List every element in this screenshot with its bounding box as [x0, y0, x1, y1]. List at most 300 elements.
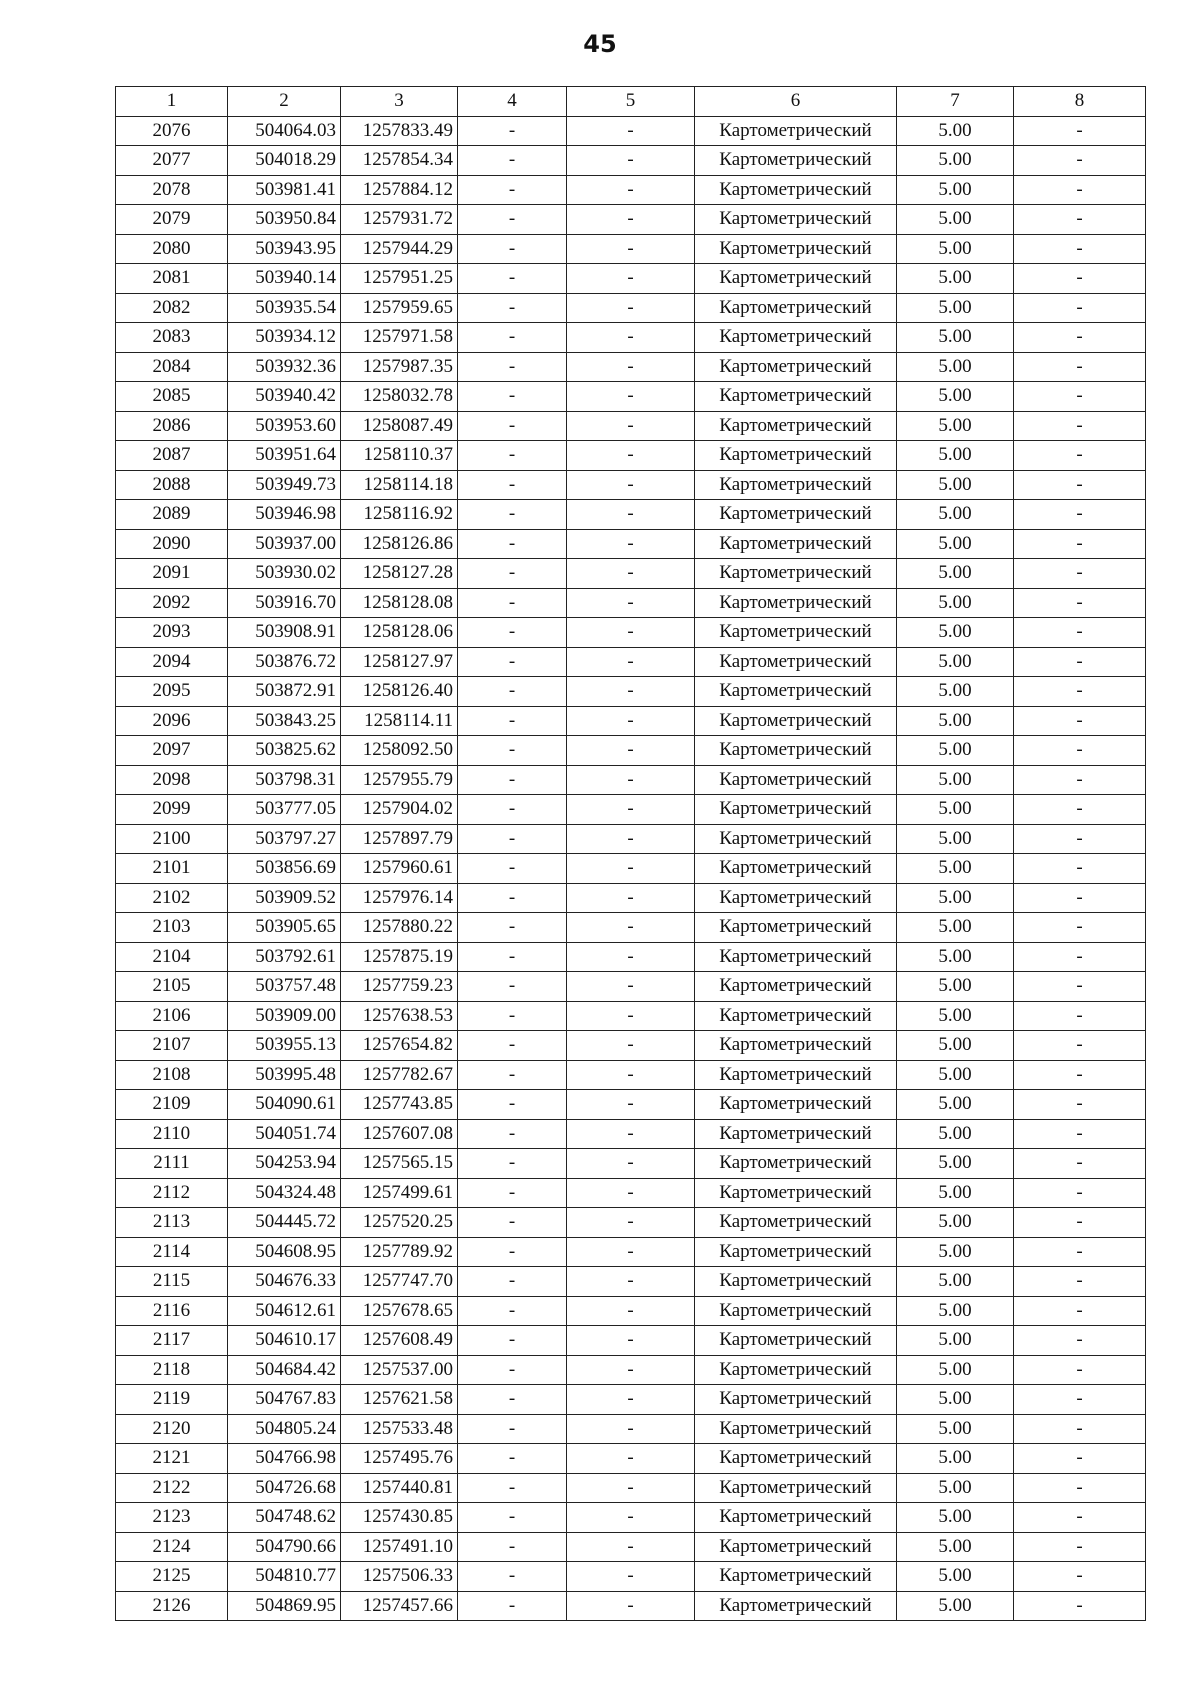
cell-col-5: -	[567, 942, 695, 972]
cell-accuracy: 5.00	[897, 1444, 1014, 1474]
cell-coord-x: 504610.17	[228, 1326, 341, 1356]
table-row	[116, 1149, 1146, 1179]
cell-coord-x: 504726.68	[228, 1473, 341, 1503]
table-row	[116, 1267, 1146, 1297]
cell-col-5: -	[567, 765, 695, 795]
cell-coord-y: 1257987.35	[341, 352, 458, 382]
cell-coord-y: 1257654.82	[341, 1031, 458, 1061]
cell-col-5: -	[567, 1414, 695, 1444]
cell-col-8: -	[1014, 175, 1146, 205]
cell-col-4: -	[458, 1237, 567, 1267]
cell-col-5: -	[567, 411, 695, 441]
cell-point-number: 2076	[116, 116, 228, 146]
cell-accuracy: 5.00	[897, 1119, 1014, 1149]
cell-method: Картометрический	[695, 1444, 897, 1474]
cell-accuracy: 5.00	[897, 205, 1014, 235]
cell-point-number: 2116	[116, 1296, 228, 1326]
cell-accuracy: 5.00	[897, 824, 1014, 854]
table-row	[116, 411, 1146, 441]
table-row	[116, 677, 1146, 707]
cell-point-number: 2118	[116, 1355, 228, 1385]
cell-coord-x: 504090.61	[228, 1090, 341, 1120]
table-row	[116, 323, 1146, 353]
cell-accuracy: 5.00	[897, 883, 1014, 913]
cell-col-4: -	[458, 854, 567, 884]
cell-col-8: -	[1014, 293, 1146, 323]
cell-accuracy: 5.00	[897, 972, 1014, 1002]
cell-col-8: -	[1014, 1149, 1146, 1179]
table-row	[116, 116, 1146, 146]
cell-col-8: -	[1014, 1296, 1146, 1326]
table-row	[116, 1001, 1146, 1031]
table-row	[116, 1208, 1146, 1238]
table-body	[116, 116, 1146, 1621]
cell-col-4: -	[458, 588, 567, 618]
cell-col-4: -	[458, 529, 567, 559]
table-row	[116, 1355, 1146, 1385]
column-header-7: 7	[897, 87, 1014, 117]
cell-coord-y: 1257897.79	[341, 824, 458, 854]
cell-coord-y: 1257565.15	[341, 1149, 458, 1179]
cell-accuracy: 5.00	[897, 559, 1014, 589]
cell-col-4: -	[458, 1532, 567, 1562]
cell-method: Картометрический	[695, 883, 897, 913]
cell-accuracy: 5.00	[897, 1296, 1014, 1326]
cell-col-8: -	[1014, 264, 1146, 294]
cell-col-5: -	[567, 1473, 695, 1503]
table-row	[116, 1503, 1146, 1533]
cell-coord-y: 1257854.34	[341, 146, 458, 176]
cell-col-8: -	[1014, 1326, 1146, 1356]
cell-method: Картометрический	[695, 175, 897, 205]
cell-point-number: 2111	[116, 1149, 228, 1179]
cell-coord-x: 503937.00	[228, 529, 341, 559]
cell-method: Картометрический	[695, 647, 897, 677]
cell-coord-x: 503872.91	[228, 677, 341, 707]
cell-col-5: -	[567, 588, 695, 618]
cell-coord-x: 503953.60	[228, 411, 341, 441]
cell-col-8: -	[1014, 559, 1146, 589]
cell-col-5: -	[567, 382, 695, 412]
cell-method: Картометрический	[695, 942, 897, 972]
cell-col-4: -	[458, 323, 567, 353]
cell-col-8: -	[1014, 1355, 1146, 1385]
cell-coord-y: 1257904.02	[341, 795, 458, 825]
cell-coord-y: 1257533.48	[341, 1414, 458, 1444]
cell-col-5: -	[567, 1208, 695, 1238]
cell-col-5: -	[567, 1031, 695, 1061]
cell-col-8: -	[1014, 352, 1146, 382]
cell-col-4: -	[458, 1090, 567, 1120]
cell-point-number: 2120	[116, 1414, 228, 1444]
cell-method: Картометрический	[695, 1591, 897, 1621]
cell-col-5: -	[567, 1237, 695, 1267]
cell-method: Картометрический	[695, 795, 897, 825]
cell-coord-y: 1257880.22	[341, 913, 458, 943]
cell-col-8: -	[1014, 411, 1146, 441]
cell-coord-x: 503792.61	[228, 942, 341, 972]
cell-coord-x: 503909.52	[228, 883, 341, 913]
cell-col-5: -	[567, 1178, 695, 1208]
cell-method: Картометрический	[695, 913, 897, 943]
cell-coord-y: 1257537.00	[341, 1355, 458, 1385]
table-row	[116, 913, 1146, 943]
cell-col-4: -	[458, 618, 567, 648]
cell-point-number: 2107	[116, 1031, 228, 1061]
cell-point-number: 2095	[116, 677, 228, 707]
cell-col-4: -	[458, 795, 567, 825]
cell-col-8: -	[1014, 1119, 1146, 1149]
table-row	[116, 1414, 1146, 1444]
cell-col-8: -	[1014, 1031, 1146, 1061]
cell-col-8: -	[1014, 146, 1146, 176]
cell-col-5: -	[567, 146, 695, 176]
cell-col-8: -	[1014, 323, 1146, 353]
table-row	[116, 1591, 1146, 1621]
cell-coord-y: 1257960.61	[341, 854, 458, 884]
cell-coord-y: 1257759.23	[341, 972, 458, 1002]
cell-col-5: -	[567, 972, 695, 1002]
cell-coord-y: 1258128.06	[341, 618, 458, 648]
cell-col-8: -	[1014, 234, 1146, 264]
cell-accuracy: 5.00	[897, 1385, 1014, 1415]
cell-col-4: -	[458, 1060, 567, 1090]
cell-col-8: -	[1014, 854, 1146, 884]
cell-col-8: -	[1014, 1532, 1146, 1562]
cell-coord-x: 503940.42	[228, 382, 341, 412]
table-row	[116, 1090, 1146, 1120]
table-row	[116, 1532, 1146, 1562]
cell-col-5: -	[567, 1267, 695, 1297]
table-row	[116, 1444, 1146, 1474]
cell-col-5: -	[567, 1591, 695, 1621]
cell-col-8: -	[1014, 1060, 1146, 1090]
cell-point-number: 2081	[116, 264, 228, 294]
cell-accuracy: 5.00	[897, 500, 1014, 530]
cell-col-5: -	[567, 854, 695, 884]
cell-coord-x: 503949.73	[228, 470, 341, 500]
cell-col-4: -	[458, 972, 567, 1002]
cell-method: Картометрический	[695, 1119, 897, 1149]
cell-col-4: -	[458, 1562, 567, 1592]
cell-coord-y: 1258127.28	[341, 559, 458, 589]
cell-col-5: -	[567, 824, 695, 854]
cell-method: Картометрический	[695, 146, 897, 176]
cell-point-number: 2084	[116, 352, 228, 382]
cell-accuracy: 5.00	[897, 854, 1014, 884]
cell-method: Картометрический	[695, 1385, 897, 1415]
cell-col-4: -	[458, 1385, 567, 1415]
cell-col-5: -	[567, 441, 695, 471]
cell-point-number: 2117	[116, 1326, 228, 1356]
cell-col-5: -	[567, 618, 695, 648]
cell-accuracy: 5.00	[897, 175, 1014, 205]
cell-col-4: -	[458, 293, 567, 323]
table-row	[116, 765, 1146, 795]
cell-coord-y: 1257506.33	[341, 1562, 458, 1592]
cell-col-4: -	[458, 116, 567, 146]
cell-col-8: -	[1014, 500, 1146, 530]
cell-col-8: -	[1014, 1385, 1146, 1415]
cell-col-8: -	[1014, 1473, 1146, 1503]
cell-coord-y: 1257743.85	[341, 1090, 458, 1120]
cell-col-5: -	[567, 1562, 695, 1592]
cell-method: Картометрический	[695, 824, 897, 854]
cell-coord-x: 504445.72	[228, 1208, 341, 1238]
column-header-6: 6	[695, 87, 897, 117]
cell-coord-y: 1258127.97	[341, 647, 458, 677]
cell-col-4: -	[458, 1208, 567, 1238]
cell-coord-x: 503905.65	[228, 913, 341, 943]
cell-coord-x: 503932.36	[228, 352, 341, 382]
cell-point-number: 2108	[116, 1060, 228, 1090]
cell-point-number: 2094	[116, 647, 228, 677]
cell-point-number: 2077	[116, 146, 228, 176]
cell-coord-x: 503777.05	[228, 795, 341, 825]
cell-accuracy: 5.00	[897, 1031, 1014, 1061]
cell-col-5: -	[567, 264, 695, 294]
cell-point-number: 2110	[116, 1119, 228, 1149]
cell-coord-y: 1258126.40	[341, 677, 458, 707]
cell-coord-y: 1257495.76	[341, 1444, 458, 1474]
cell-coord-x: 503981.41	[228, 175, 341, 205]
cell-method: Картометрический	[695, 234, 897, 264]
cell-coord-x: 504869.95	[228, 1591, 341, 1621]
table-row	[116, 706, 1146, 736]
cell-point-number: 2112	[116, 1178, 228, 1208]
cell-coord-y: 1258116.92	[341, 500, 458, 530]
table-row	[116, 529, 1146, 559]
cell-point-number: 2098	[116, 765, 228, 795]
cell-col-4: -	[458, 765, 567, 795]
cell-col-4: -	[458, 441, 567, 471]
cell-coord-y: 1257747.70	[341, 1267, 458, 1297]
cell-point-number: 2100	[116, 824, 228, 854]
table-row	[116, 146, 1146, 176]
column-header-3: 3	[341, 87, 458, 117]
table-row	[116, 1237, 1146, 1267]
cell-method: Картометрический	[695, 1414, 897, 1444]
cell-accuracy: 5.00	[897, 618, 1014, 648]
header-row	[116, 87, 1146, 117]
cell-col-8: -	[1014, 1267, 1146, 1297]
cell-accuracy: 5.00	[897, 1001, 1014, 1031]
cell-col-4: -	[458, 1296, 567, 1326]
cell-coord-x: 504748.62	[228, 1503, 341, 1533]
cell-point-number: 2085	[116, 382, 228, 412]
cell-col-5: -	[567, 883, 695, 913]
cell-coord-y: 1258092.50	[341, 736, 458, 766]
table-row	[116, 1119, 1146, 1149]
cell-col-8: -	[1014, 706, 1146, 736]
table-row	[116, 824, 1146, 854]
cell-method: Картометрический	[695, 1355, 897, 1385]
cell-col-8: -	[1014, 116, 1146, 146]
cell-accuracy: 5.00	[897, 441, 1014, 471]
cell-coord-x: 503856.69	[228, 854, 341, 884]
cell-accuracy: 5.00	[897, 116, 1014, 146]
cell-point-number: 2079	[116, 205, 228, 235]
table-row	[116, 293, 1146, 323]
table-row	[116, 795, 1146, 825]
cell-col-4: -	[458, 736, 567, 766]
cell-coord-y: 1257499.61	[341, 1178, 458, 1208]
column-header-2: 2	[228, 87, 341, 117]
coordinates-table	[115, 86, 1146, 1621]
cell-coord-y: 1257884.12	[341, 175, 458, 205]
cell-col-4: -	[458, 175, 567, 205]
cell-method: Картометрический	[695, 1208, 897, 1238]
cell-accuracy: 5.00	[897, 706, 1014, 736]
cell-method: Картометрический	[695, 618, 897, 648]
cell-col-5: -	[567, 1060, 695, 1090]
cell-point-number: 2106	[116, 1001, 228, 1031]
cell-point-number: 2119	[116, 1385, 228, 1415]
cell-point-number: 2091	[116, 559, 228, 589]
cell-accuracy: 5.00	[897, 647, 1014, 677]
table-row	[116, 1562, 1146, 1592]
cell-coord-x: 504064.03	[228, 116, 341, 146]
table-row	[116, 500, 1146, 530]
cell-point-number: 2096	[116, 706, 228, 736]
table-row	[116, 618, 1146, 648]
cell-method: Картометрический	[695, 352, 897, 382]
cell-col-4: -	[458, 1119, 567, 1149]
cell-method: Картометрический	[695, 1060, 897, 1090]
cell-coord-y: 1258087.49	[341, 411, 458, 441]
cell-col-5: -	[567, 529, 695, 559]
cell-accuracy: 5.00	[897, 913, 1014, 943]
cell-col-4: -	[458, 205, 567, 235]
cell-col-8: -	[1014, 382, 1146, 412]
cell-col-5: -	[567, 1532, 695, 1562]
cell-col-8: -	[1014, 972, 1146, 1002]
column-header-5: 5	[567, 87, 695, 117]
cell-coord-x: 504676.33	[228, 1267, 341, 1297]
cell-col-5: -	[567, 795, 695, 825]
cell-method: Картометрический	[695, 972, 897, 1002]
table-row	[116, 647, 1146, 677]
cell-coord-x: 504253.94	[228, 1149, 341, 1179]
cell-coord-y: 1258032.78	[341, 382, 458, 412]
cell-col-5: -	[567, 205, 695, 235]
cell-point-number: 2087	[116, 441, 228, 471]
table-row	[116, 352, 1146, 382]
table-row	[116, 736, 1146, 766]
cell-method: Картометрический	[695, 1473, 897, 1503]
cell-col-8: -	[1014, 588, 1146, 618]
table-row	[116, 1326, 1146, 1356]
column-header-4: 4	[458, 87, 567, 117]
cell-coord-x: 503843.25	[228, 706, 341, 736]
cell-accuracy: 5.00	[897, 1060, 1014, 1090]
cell-col-5: -	[567, 913, 695, 943]
cell-col-4: -	[458, 1149, 567, 1179]
cell-point-number: 2078	[116, 175, 228, 205]
cell-col-5: -	[567, 1296, 695, 1326]
cell-point-number: 2082	[116, 293, 228, 323]
cell-point-number: 2113	[116, 1208, 228, 1238]
cell-coord-x: 504018.29	[228, 146, 341, 176]
cell-coord-y: 1258114.18	[341, 470, 458, 500]
table-row	[116, 972, 1146, 1002]
column-header-1: 1	[116, 87, 228, 117]
cell-coord-x: 503940.14	[228, 264, 341, 294]
cell-col-4: -	[458, 352, 567, 382]
cell-col-5: -	[567, 1326, 695, 1356]
cell-method: Картометрический	[695, 293, 897, 323]
cell-accuracy: 5.00	[897, 411, 1014, 441]
cell-point-number: 2122	[116, 1473, 228, 1503]
cell-coord-y: 1257971.58	[341, 323, 458, 353]
table-row	[116, 883, 1146, 913]
cell-col-4: -	[458, 942, 567, 972]
cell-col-8: -	[1014, 1414, 1146, 1444]
cell-method: Картометрический	[695, 736, 897, 766]
cell-accuracy: 5.00	[897, 1591, 1014, 1621]
cell-coord-y: 1257638.53	[341, 1001, 458, 1031]
cell-accuracy: 5.00	[897, 1503, 1014, 1533]
cell-point-number: 2080	[116, 234, 228, 264]
cell-col-8: -	[1014, 1237, 1146, 1267]
cell-coord-y: 1257608.49	[341, 1326, 458, 1356]
cell-coord-x: 503757.48	[228, 972, 341, 1002]
cell-point-number: 2092	[116, 588, 228, 618]
cell-point-number: 2088	[116, 470, 228, 500]
cell-point-number: 2102	[116, 883, 228, 913]
cell-col-4: -	[458, 500, 567, 530]
cell-point-number: 2115	[116, 1267, 228, 1297]
cell-col-5: -	[567, 736, 695, 766]
cell-col-8: -	[1014, 529, 1146, 559]
cell-coord-x: 504324.48	[228, 1178, 341, 1208]
cell-point-number: 2099	[116, 795, 228, 825]
cell-col-4: -	[458, 1001, 567, 1031]
cell-method: Картометрический	[695, 323, 897, 353]
cell-point-number: 2090	[116, 529, 228, 559]
cell-col-8: -	[1014, 824, 1146, 854]
cell-coord-x: 503908.91	[228, 618, 341, 648]
cell-method: Картометрический	[695, 1090, 897, 1120]
cell-col-4: -	[458, 146, 567, 176]
cell-col-4: -	[458, 647, 567, 677]
cell-coord-x: 503916.70	[228, 588, 341, 618]
cell-coord-x: 503909.00	[228, 1001, 341, 1031]
table-row	[116, 1060, 1146, 1090]
cell-point-number: 2126	[116, 1591, 228, 1621]
cell-col-8: -	[1014, 205, 1146, 235]
cell-coord-y: 1257678.65	[341, 1296, 458, 1326]
cell-col-5: -	[567, 1444, 695, 1474]
cell-coord-x: 503955.13	[228, 1031, 341, 1061]
cell-col-4: -	[458, 706, 567, 736]
cell-col-4: -	[458, 677, 567, 707]
cell-coord-x: 503951.64	[228, 441, 341, 471]
cell-col-8: -	[1014, 1503, 1146, 1533]
cell-col-4: -	[458, 1414, 567, 1444]
cell-coord-x: 503934.12	[228, 323, 341, 353]
cell-accuracy: 5.00	[897, 293, 1014, 323]
table-row	[116, 1031, 1146, 1061]
cell-method: Картометрический	[695, 588, 897, 618]
cell-coord-y: 1258110.37	[341, 441, 458, 471]
cell-coord-x: 503943.95	[228, 234, 341, 264]
cell-point-number: 2089	[116, 500, 228, 530]
cell-col-8: -	[1014, 765, 1146, 795]
cell-col-4: -	[458, 234, 567, 264]
cell-coord-x: 504790.66	[228, 1532, 341, 1562]
cell-point-number: 2114	[116, 1237, 228, 1267]
